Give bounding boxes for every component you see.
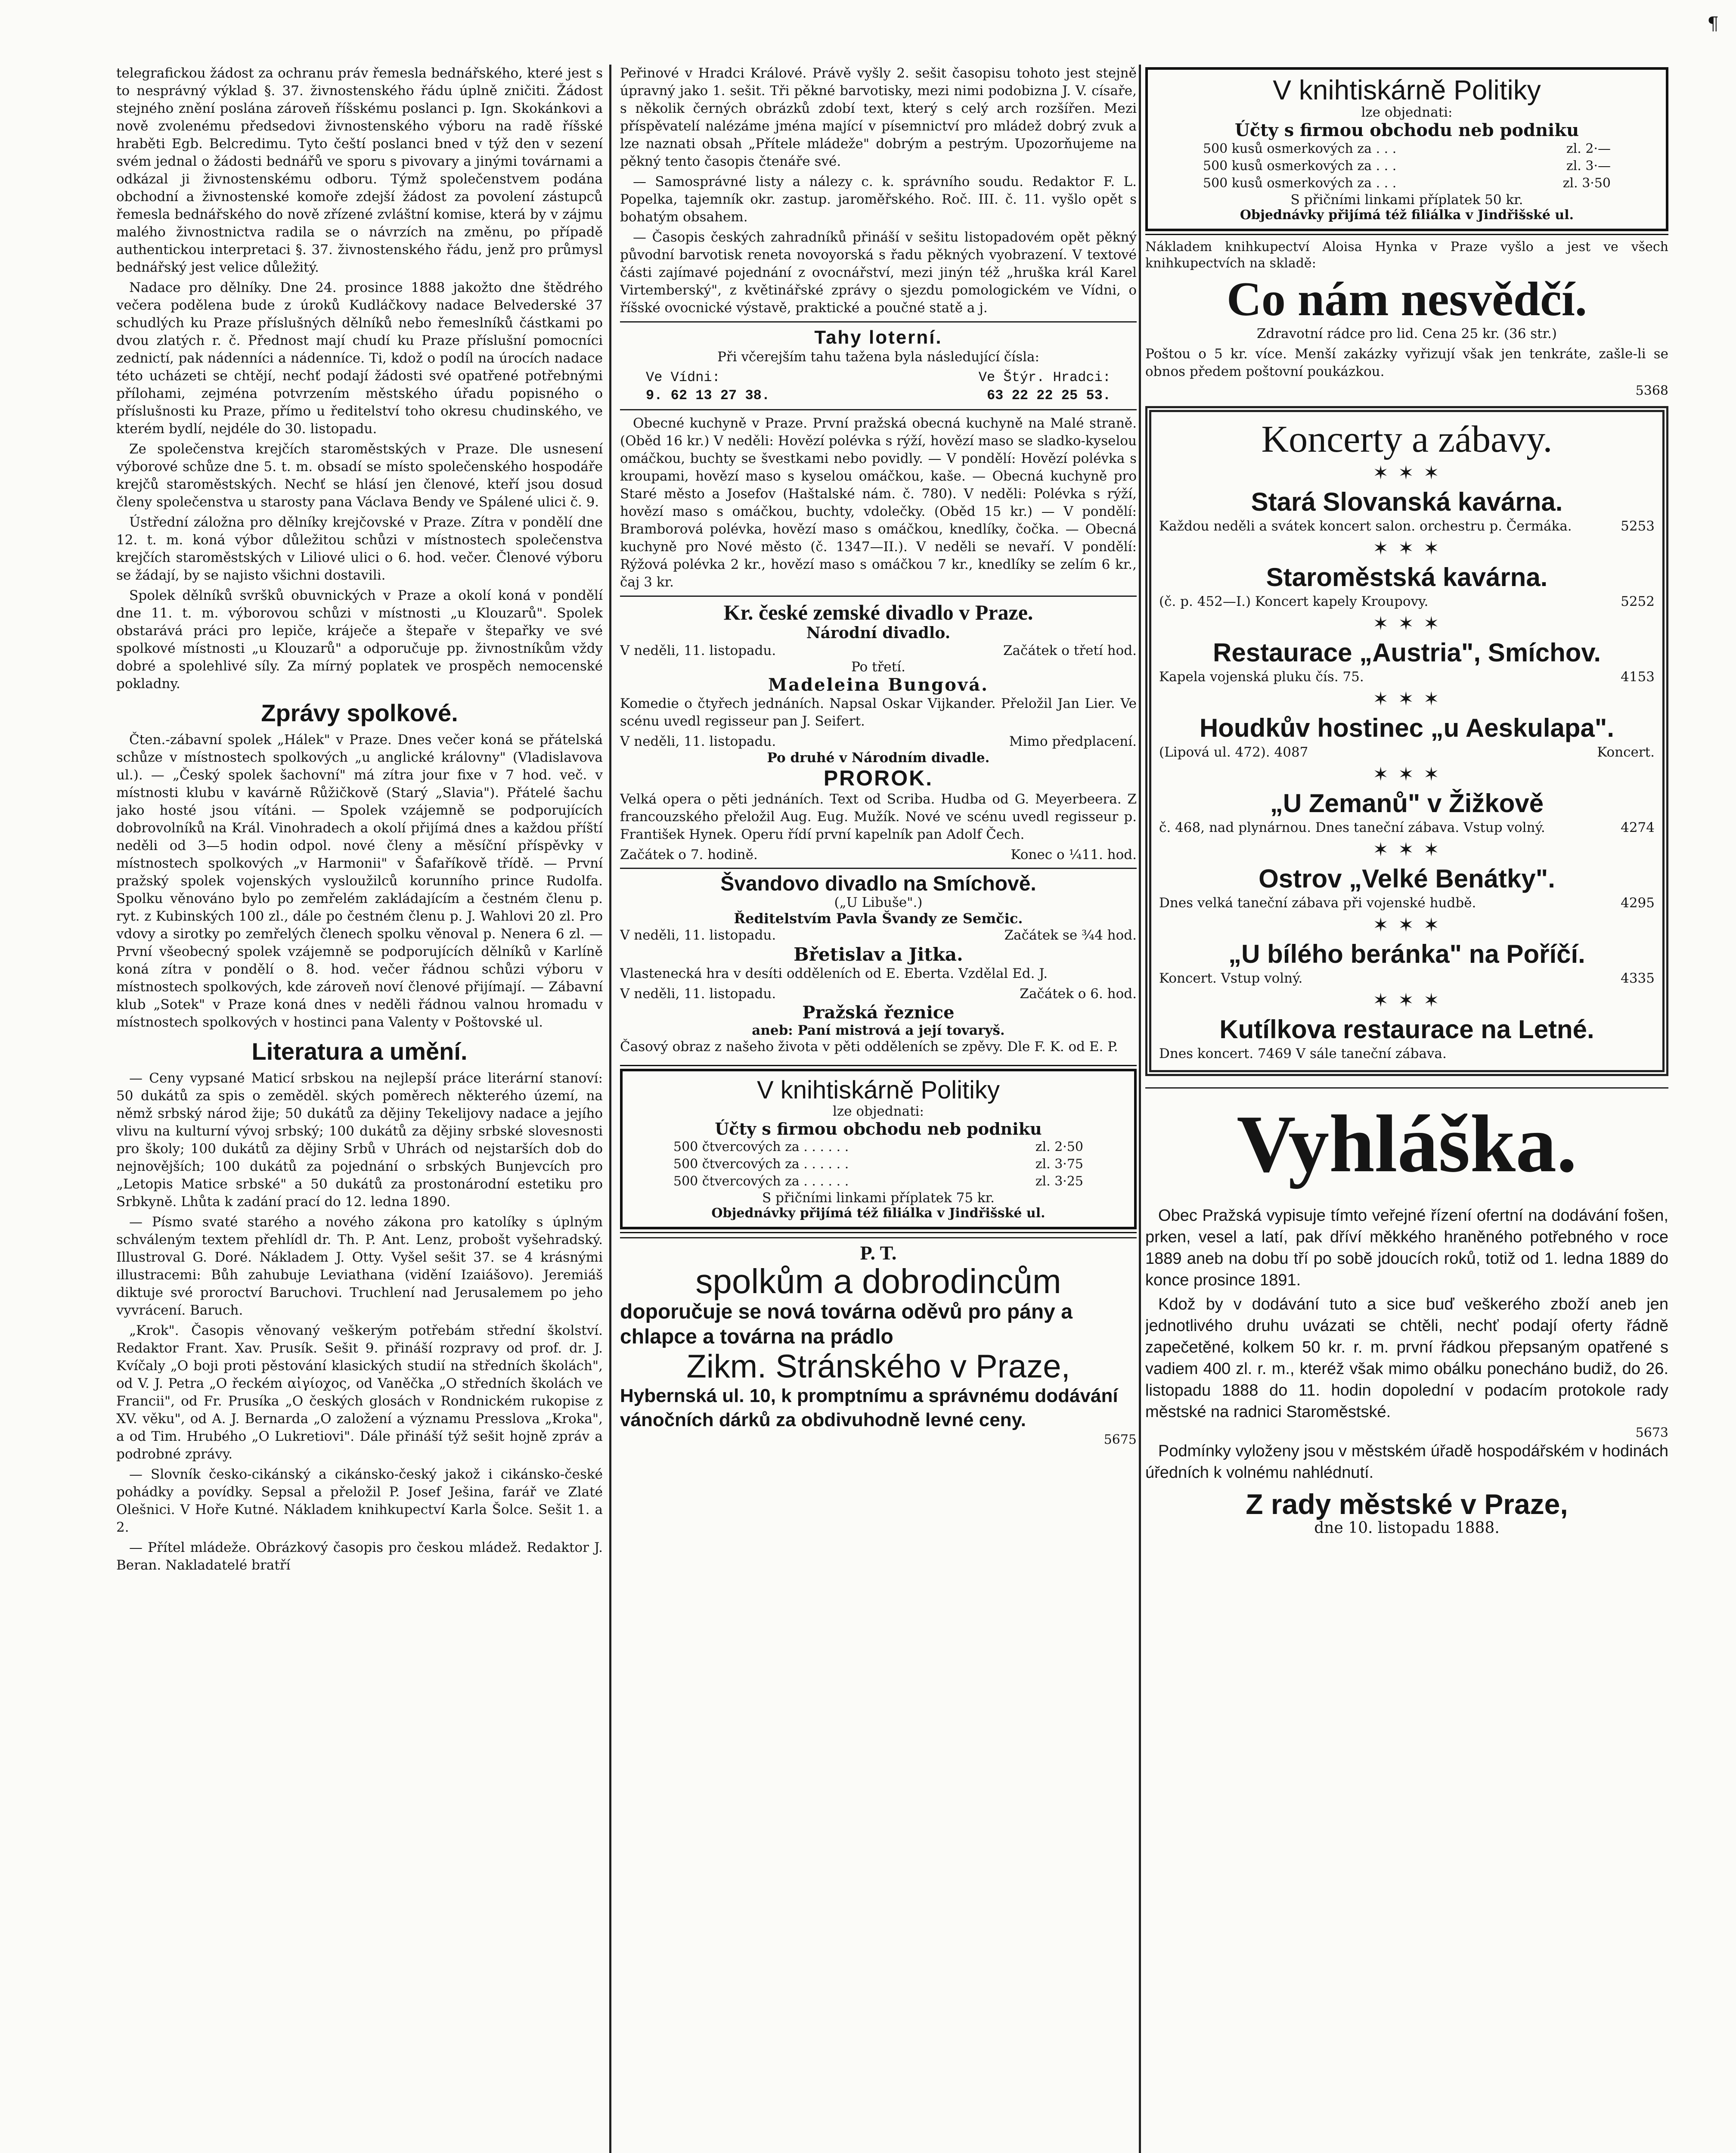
price-row	[673, 1139, 1083, 1156]
lottery-hradec: Ve Štýr. Hradci:	[978, 369, 1111, 385]
venue-info	[1159, 970, 1655, 987]
section-heading-spolkove: Zprávy spolkové.	[261, 699, 458, 726]
svandovo-row-2	[620, 985, 1137, 1002]
section-heading-literatura: Literatura a umění.	[251, 1038, 468, 1065]
krejci-paragraph: Ze společenstva krejčích staroměstských v Praze. Dle usnesení výborové schůze dne 5. t. m. obsadí se místo společenského hospodáře krejčů staroměstských. Nechť se hlásí jen členové, kteří jsou dosud členy společenstva u starosty pana Václava Bendy ve Spálené ulici č. 9.	[116, 441, 603, 510]
venue-desc: Kapela vojenská pluku čís. 75.	[1159, 669, 1364, 685]
divider-icon: ✶ ✶ ✶	[1373, 990, 1441, 1012]
concerts-title: Koncerty a zábavy.	[1261, 418, 1553, 460]
ad-tiskarna-2-rows	[630, 1139, 1126, 1190]
venue-name: „U Zemanů" v Žižkově	[1270, 789, 1544, 818]
slovnik-paragraph: — Slovník česko-cikánský a cikánsko-český jakož i cikánsko-české pohádky a povídky. Sepsal a přeložil P. Josef Ješina, farář ve Zlaté Olešnici. V Hoře Kutné. Nákladem knihkupectví Karla Šolce. Sešit 1. a 2.	[116, 1467, 603, 1535]
lottery-title: Tahy loterní.	[814, 327, 942, 348]
divider-icon: ✶ ✶ ✶	[1373, 537, 1441, 560]
column-middle	[620, 65, 1137, 2153]
price-label: 500 čtvercových za . . . . . .	[673, 1173, 849, 1189]
divider-icon: ✶ ✶ ✶	[1373, 914, 1441, 937]
venue-info	[1159, 819, 1655, 836]
price-label: 500 kusů osmerkových za . . .	[1203, 176, 1397, 191]
venue-info	[1159, 593, 1655, 610]
ad-pt: P. T.	[860, 1241, 897, 1264]
column-left	[116, 65, 603, 2153]
conam-title: Co nám nesvědčí.	[1227, 273, 1587, 326]
lottery-numbers	[620, 387, 1137, 405]
venue-name: Restaurace „Austria", Smíchov.	[1213, 638, 1601, 667]
venue-block	[1159, 637, 1655, 686]
venue-desc: Dnes koncert. 7469 V sále taneční zábava.	[1159, 1046, 1447, 1062]
venue-block	[1159, 713, 1655, 761]
corner-mark: ¶	[1707, 13, 1719, 34]
svandovo-dir: Ředitelstvím Pavla Švandy ze Semčic.	[734, 910, 1023, 927]
ad-spolkum: spolkům a dobrodincům	[695, 1262, 1061, 1301]
ad-tiskarna-1	[1145, 67, 1668, 231]
venue-info	[1159, 518, 1655, 535]
theatre-desc: Komedie o čtyřech jednáních. Napsal Oskar Vijkander. Přeložil Jan Lier. Ve scénu uvedl regisseur pan J. Seifert.	[620, 695, 1137, 729]
rule	[620, 1237, 1137, 1238]
venue-info	[1159, 1045, 1655, 1062]
theatre2-extra: Mimo předplacení.	[1009, 733, 1137, 749]
price-row	[1203, 140, 1611, 158]
vyhlaska-date: dne 10. listopadu 1888.	[1314, 1519, 1500, 1537]
vyhlaska-p3: Podmínky vyloženy jsou v městském úřadě hospodářském v hodinách úředních k volnému nahlédnutí.	[1145, 1442, 1668, 1482]
national-theatre: Národní divadlo.	[806, 624, 951, 642]
ad-tiskarna-1-rows	[1156, 140, 1658, 192]
pismo-paragraph: — Písmo svaté starého a nového zákona pro katolíky s úplným schváleným textem přehlídl dr. Th. P. Ant. Lenz, probošt vyšehradský. Illustroval G. Doré. Nákladem J. Otty. Vyšel sešit 37. se 4 krásnými illustracemi: Bůh zahubuje Leviathana (vidění Izaiášovo). Jeremiáš diktuje své proroctví Baruchovi. Truchlení nad Jerusalemem po jeho vyvrácení. Baruch.	[116, 1214, 603, 1318]
svandovo2-play: Pražská řeznice	[802, 1002, 955, 1023]
theatre-po: Po třetí.	[851, 659, 905, 675]
svandovo2-desc: Časový obraz z našeho života v pěti odděleních se zpěvy. Dle F. K. od E. P.	[620, 1039, 1118, 1055]
conam-desc: Poštou o 5 kr. více. Menší zakázky vyřizují však jen tenkráte, zašle-li se obnos předem poštovní poukázkou.	[1145, 346, 1668, 379]
theatre-start: Začátek o třetí hod.	[1003, 642, 1137, 658]
price-row	[673, 1173, 1083, 1190]
column-divider	[1139, 65, 1141, 2153]
venue-info	[1159, 894, 1655, 912]
vyhlaska-p2: Kdož by v dodávání tuto a sice buď veškerého zboží aneb jen jednotlivého druhu uvázati se chtěli, nechť podají oferty řádně zapečetěné, kolkem 50 kr. r. m. první řádkou přepsaným opatřené s vadiem 400 zl. r. m., kteréž však mimo obálku ponecháno budiž, do 26. listopadu 1888 do 11. hodin dopolední v podacím protokole rady městské na radnici Staroměstské.	[1145, 1295, 1668, 1421]
divider-icon: ✶ ✶ ✶	[1373, 839, 1441, 861]
pritel-paragraph: — Přítel mládeže. Obrázkový časopis pro českou mládež. Redaktor J. Beran. Nakladatelé bratří	[116, 1540, 603, 1573]
theatre2-po: Po druhé v Národním divadle.	[767, 750, 990, 766]
divider-icon: ✶ ✶ ✶	[1373, 462, 1441, 484]
price-value: zl. 2·50	[1035, 1139, 1083, 1154]
venue-desc: (č. p. 452—I.) Koncert kapely Kroupovy.	[1159, 594, 1429, 610]
spolky-paragraph: Čten.-zábavní spolek „Hálek" v Praze. Dnes večer koná se přátelská schůze v místnostech spolkových „u anglické královny" (Vladislavova ul.). — „Český spolek šachovní" má zítra jour fixe v 7 hod. več. v místnosti klubu v kavárně Růžičkově (Starý „Slavia"). Přátelé šachu jako hosté jsou vítáni. — Spolek vzájemně se podporujících dobrovolníků na Král. Vinohradech a okolí přijímá dnes a každou příští neděli od 3—5 hodin odpol. nové členy a měsíční příspěvky v místnostech spolkových „v Harmonii" v Šafaříkově třídě. — První pražský spolek vojenských vysloužilců korunního prince Rudolfa. Spolku věnováno bylo po zemřelém zakládajícím a čestném členu p. ryt. z Kubinských 100 zl., dále po čestném členu p. J. Wahlovi 20 zl. Pro vdovy a sirotky po zemřelých členech spolku věnoval p. Nenera 6 zl. — První všeobecný spolek vzájemně se podporujících dělníků v Karlíně koná zítra v pondělí o 8. hod. večer řádnou schůzi výboru v místnostech spolkových, kde zároveň noví členové přijímají. — Zábavní klub „Sotek" v Praze koná dnes v neděli řádnou valnou hromadu v místnostech spolkových v hostinci pana Valenty v Poštovské ul.	[116, 732, 603, 1030]
venue-block	[1159, 1014, 1655, 1062]
rule	[620, 596, 1137, 597]
rule	[620, 321, 1137, 323]
lottery-hradec-numbers: 63 22 22 25 53.	[986, 388, 1111, 403]
ad-tiskarna-2-lze: lze objednati:	[832, 1103, 924, 1119]
samospravne-paragraph: — Samosprávné listy a nálezy c. k. správního soudu. Redaktor F. L. Popelka, tajemník okr. zastup. jaroměřského. Roč. III. č. 11. vyšlo opět s bohatým obsahem.	[620, 174, 1137, 225]
svandovo-play: Břetislav a Jitka.	[794, 943, 963, 965]
price-label: 500 čtvercových za . . . . . .	[673, 1156, 849, 1172]
venue-number: Koncert.	[1597, 745, 1655, 760]
venue-name: Houdkův hostinec „u Aeskulapa".	[1199, 714, 1615, 743]
rule	[620, 868, 1137, 869]
price-label: 500 kusů osmerkových za . . .	[1203, 158, 1397, 174]
prorok-desc: Velká opera o pěti jednáních. Text od Scriba. Hudba od G. Meyerbeera. Z francouzského přeložil Aug. Eug. Mužík. Nové ve scénu uvedl regisseur p. František Hynek. Operu řídí první kapelník pan Adolf Čech.	[620, 791, 1137, 842]
venue-block	[1159, 487, 1655, 535]
prorok-end: Konec o ¼11. hod.	[1011, 847, 1137, 862]
prorok-times	[620, 846, 1137, 863]
venue-block	[1159, 863, 1655, 912]
venue-desc: Dnes velká taneční zábava při vojenské hudbě.	[1159, 895, 1476, 911]
ad-tiskarna-1-head: Účty s firmou obchodu neb podniku	[1234, 120, 1579, 141]
ad-firm: Zikm. Stránského v Praze,	[686, 1348, 1070, 1385]
theatre-row-2	[620, 733, 1137, 750]
lottery-subtitle: Při včerejším tahu tažena byla následující čísla:	[717, 349, 1039, 365]
venue-name: Ostrov „Velké Benátky".	[1259, 864, 1555, 893]
venue-number: 5252	[1621, 594, 1655, 610]
ad-tiskarna-1-title: V knihtiskárně Politiky	[1273, 74, 1541, 105]
column-divider	[609, 65, 611, 2153]
lottery-vienna-numbers: 9. 62 13 27 38.	[646, 388, 770, 403]
venue-block	[1159, 939, 1655, 987]
hynek-notice: Nákladem knihkupectví Aloisa Hynka v Praze vyšlo a jest ve všech knihkupectvích na skladě:	[1145, 239, 1668, 271]
svandovo-date: V neděli, 11. listopadu.	[620, 927, 776, 943]
price-row	[673, 1156, 1083, 1173]
intro-paragraph: telegrafickou žádost za ochranu práv řemesla bednářského, které jest s to nesprávný výklad §. 37. živnostenského řádu úplně zničiti. Žádost stejného znění poslána zároveň říšskému poslanci p. Ign. Skokánkovi a nově zvolenému předsedovi živnostenského výboru na radě říšské hraběti Egb. Belcredimu. Tyto čeští poslanci bned v týž den v sezení svém jednal o žádosti bednářů ve sporu s pivovary a jinými továrnami a odkázal ji živnostenskému odboru. Týmž společenstvem podána obchodní a živnostenské komoře zdejší žádost za povolení zástupců řemesla bednářského do nově zřízené zvláštní komise, která by v zájmu malého živnostnictva radila se o návrzích na změnu, po případě authentickou interpretaci §. 37. živnostenského řádu, jenž pro průmysl bednářský jest velice důležitý.	[116, 65, 603, 275]
price-value: zl. 3·75	[1035, 1156, 1083, 1172]
zalozna-paragraph: Ústřední záložna pro dělníky krejčovské v Praze. Zítra v pondělí dne 12. t. m. koná výbor důležitou schůzi v místnostech společenstva krejčích staroměstských v Liliové ulici o 6. hod. večer. Členové výboru se žádají, by se najisto všichni dostavili.	[116, 515, 603, 583]
svandovo-row	[620, 927, 1137, 944]
obuvnici-paragraph: Spolek dělníků svršků obuvnických v Praze a okolí koná v pondělí dne 11. t. m. výborovou schůzi v místnosti „u Klouzarů". Spolek obstarává práci pro lepiče, kráječe a štepaře v štepařky ve své spolkové místnosti „u Klouzarů" a odporučuje pp. živnostníkům vždy dobré a spolehlivé síly. Za mírný poplatek ve prospěch nemocenské pokladny.	[116, 588, 603, 692]
ad-doporucuje: doporučuje se nová továrna oděvů pro pány a chlapce a továrna na prádlo	[620, 1300, 1073, 1349]
venue-block	[1159, 788, 1655, 836]
divider-icon: ✶ ✶ ✶	[1373, 763, 1441, 786]
venue-desc: č. 468, nad plynárnou. Dnes taneční zábava. Vstup volný.	[1159, 820, 1545, 836]
svandovo-sub: („U Libuše".)	[834, 894, 923, 910]
ad-address: Hybernská ul. 10, k promptnímu a správnému dodávání vánočních dárků za obdivuhodně levné ceny.	[620, 1385, 1118, 1430]
divider-icon: ✶ ✶ ✶	[1373, 688, 1441, 710]
svandovo-title: Švandovo divadlo na Smíchově.	[720, 872, 1036, 895]
theatre-title: Kr. české zemské divadlo v Praze.	[723, 600, 1033, 624]
rule	[620, 409, 1137, 410]
venue-name: Kutílkova restaurace na Letné.	[1219, 1015, 1594, 1044]
rule	[1145, 1087, 1668, 1089]
ceny-paragraph: — Ceny vypsané Maticí srbskou na nejlepší práce literární stanoví: 50 dukátů za spis o zeměděl. ských poměrech některého území, na němž srbský národ žije; 50 dukátů za dějiny Tekelijovy nadace a jejího vlivu na kulturní vývoj srbský; 100 dukátů za dějiny srbské slovesnosti pro školy; 100 dukátů za dějiny Srbů v Uhrách od nejstarších dob do nejnovějších; 100 dukátů za pojednání o srbských Bunjevcích pro „Letopis Matice srbské" a 50 dukátů za prostonárodní estetiku pro Srbkyně. Lhůta k zadání prací do 12. ledna 1890.	[116, 1070, 603, 1210]
price-value: zl. 3·—	[1566, 158, 1611, 174]
concerts-box	[1145, 406, 1668, 1076]
venue-number: 4153	[1621, 669, 1655, 685]
venue-number: 4274	[1621, 820, 1655, 836]
ad-tiskarna-2-title: V knihtiskárně Politiky	[756, 1076, 1000, 1104]
venue-desc: Každou neděli a svátek koncert salon. orchestru p. Čermáka.	[1159, 518, 1572, 534]
lottery-vienna: Ve Vídni:	[646, 369, 720, 385]
venue-number: 4335	[1621, 971, 1655, 987]
ad-number: 5675	[1104, 1432, 1137, 1447]
divider-icon: ✶ ✶ ✶	[1373, 613, 1441, 635]
lottery-cities	[620, 369, 1137, 387]
conam-sub: Zdravotní rádce pro lid. Cena 25 kr. (36 str.)	[1256, 326, 1557, 341]
price-row	[1203, 175, 1611, 192]
svandovo-desc: Vlastenecká hra v desíti odděleních od E. Eberta. Vzdělal Ed. J.	[620, 965, 1048, 981]
price-label: 500 čtvercových za . . . . . .	[673, 1139, 849, 1154]
zahradniku-paragraph: — Časopis českých zahradníků přináší v sešitu listopadovém opět pěkný původní barvotisk reneta novoyorská s řadu pěkných vyobrazení. V textové části zajímavé pojednání z ovocnářství, mezi jinýn též „hruška král Karel Virtemberský", z květinářské zprávy o sjezdu pomologickém ve Vídni, o říšské ovocnické výstavě, praktické a poučné statě a j.	[620, 230, 1137, 316]
theatre-play: Madeleina Bungová.	[768, 674, 989, 695]
ad-tiskarna-1-foot: Objednávky přijímá též filiálka v Jindřišské ul.	[1240, 208, 1574, 223]
ad-tiskarna-2-foot: Objednávky přijímá též filiálka v Jindřišské ul.	[711, 1205, 1045, 1221]
ad-tiskarna-2-head: Účty s firmou obchodu neb podniku	[715, 1119, 1042, 1139]
price-label: 500 kusů osmerkových za . . .	[1203, 141, 1397, 157]
nadace-paragraph: Nadace pro dělníky. Dne 24. prosince 1888 jakožto dne štědrého večera podělena bude z úroků Kudláčkovy nadace Belvederské 37 schudlých ku Praze příslušných dělníků nebo řemeslníků částkami po dvou zlatých r. č. Přednost mají chudí ku Praze příslušní pomocníci zednictí, pak nádenníci a nádenníce. Ti, kdož o podíl na úrocích nadace této ucházeti se chtějí, nechť podají žádosti své opatřené potřebnými přílohami, zejména potvrzením městského úřadu popisného o příslušnosti ku Praze, přímo u ředitelství toho okresu chudinského, ve kterém bydlí, nejdéle do 30. listopadu.	[116, 280, 603, 437]
theatre-row	[620, 642, 1137, 659]
venue-name: „U bílého beránka" na Poříčí.	[1228, 940, 1585, 969]
svandovo2-date: V neděli, 11. listopadu.	[620, 986, 776, 1002]
price-value: zl. 2·—	[1566, 141, 1611, 157]
ad-tiskarna-1-lze: lze objednati:	[1361, 105, 1453, 121]
theatre-date: V neděli, 11. listopadu.	[620, 642, 776, 658]
krok-paragraph: „Krok". Časopis věnovaný veškerým potřebám střední školství. Redaktor Frant. Xav. Prusík. Sešit 9. přináší rozpravy od prof. dr. J. Kvíčaly „O boji proti pěstování klasických studií na středních školách", od V. J. Petra „O řeckém αἰγίοχος, od Vaněčka „O středních školách ve Francii", od Fr. Prusíka „O českých glosách v Rondnickém rukopise z XV. věku", od A. J. Bernarda „O založení a významu Presslova „Kroka", a od Tim. Hrubého „O Lukretiovi". Dále přináší týž sešit hojně zpráv a podrobné zprávy.	[116, 1323, 603, 1462]
conam-number: 5368	[1635, 383, 1668, 398]
vyhlaska-number: 5673	[1635, 1425, 1668, 1440]
venue-desc: Koncert. Vstup volný.	[1159, 971, 1303, 987]
vyhlaska-p1: Obec Pražská vypisuje tímto veřejné řízení ofertní na dodávání fošen, prken, vesel a latí, pak dříví měkkého hraněného potřebného v roce 1889 aneb na dobu tří po sobě jdoucích roků, totiž od 1. ledna 1889 do konce prosince 1891.	[1145, 1206, 1668, 1289]
venue-desc: (Lipová ul. 472). 4087	[1159, 745, 1308, 760]
prorok-start: Začátek o 7. hodině.	[620, 847, 758, 862]
venue-name: Stará Slovanská kavárna.	[1251, 487, 1563, 517]
column-right	[1145, 65, 1668, 2153]
theatre2-date: V neděli, 11. listopadu.	[620, 733, 776, 749]
venue-number: 5253	[1621, 518, 1655, 534]
ad-tiskarna-2	[620, 1069, 1137, 1229]
venue-info	[1159, 668, 1655, 686]
svandovo-start: Začátek se ¾4 hod.	[1004, 927, 1137, 943]
pernove-paragraph: Peřinové v Hradci Králové. Právě vyšly 2. sešit časopisu tohoto jest stejně úpravný jako 1. sešit. Tři pěkné barvotisky, mezi nimi podobizna J. V. císaře, s několik černých obrázků zdobí text, který s celý arch rozšířen. Mezi příspěvatelí nalézáme jména mající v písemnictví pro mládež dobrý zvuk a lze naznati obsah „Přítele mládeže" dobrým a pestrým. Upozorňujeme na pěkný tento časopis čtenáře své.	[620, 65, 1137, 169]
ad-tiskarna-2-note: S přičními linkami příplatek 75 kr.	[762, 1190, 995, 1206]
price-row	[1203, 158, 1611, 175]
ad-tiskarna-1-note: S přičními linkami příplatek 50 kr.	[1290, 192, 1523, 208]
venue-number: 4295	[1621, 895, 1655, 911]
svandovo2-sub: aneb: Paní mistrová a její tovaryš.	[752, 1022, 1005, 1038]
price-value: zl. 3·25	[1035, 1173, 1083, 1189]
svandovo2-start: Začátek o 6. hod.	[1020, 986, 1137, 1002]
prorok-title: PROROK.	[823, 766, 933, 790]
vyhlaska-rada: Z rady městské v Praze,	[1246, 1488, 1568, 1520]
price-value: zl. 3·50	[1562, 176, 1611, 191]
venue-block	[1159, 562, 1655, 610]
vyhlaska-title: Vyhláška.	[1237, 1099, 1577, 1190]
venue-info	[1159, 744, 1655, 761]
kuchyne-paragraph: Obecné kuchyně v Praze. První pražská obecná kuchyně na Malé straně. (Oběd 16 kr.) V neděli: Hovězí polévka s rýží, hovězí maso se sladko-kyselou omáčkou, buchty se švestkami nebo povidly. — V pondělí: Hovězí polévka s kroupami, hovězí maso s kyselou omáčkou, kaše. — Obecná kuchyně pro Staré město a Josefov (Haštalské nám. č. 780). V neděli: Polévka s rýží, hovězí maso s omáčkou, buchty, vdolečky. (Oběd 15 kr.) — V pondělí: Bramborová polévka, hovězí maso s omáčkou, knedlíky, čočka. — Obecná kuchyně pro Nové město (č. 1347—II.). V neděli se nevaří. V pondělí: Rýžová polévka 2 kr., hovězí maso s omáčkou 7 kr., knedlíky se zelím 6 kr., čaj 3 kr.	[620, 416, 1137, 590]
venue-name: Staroměstská kavárna.	[1266, 563, 1548, 592]
